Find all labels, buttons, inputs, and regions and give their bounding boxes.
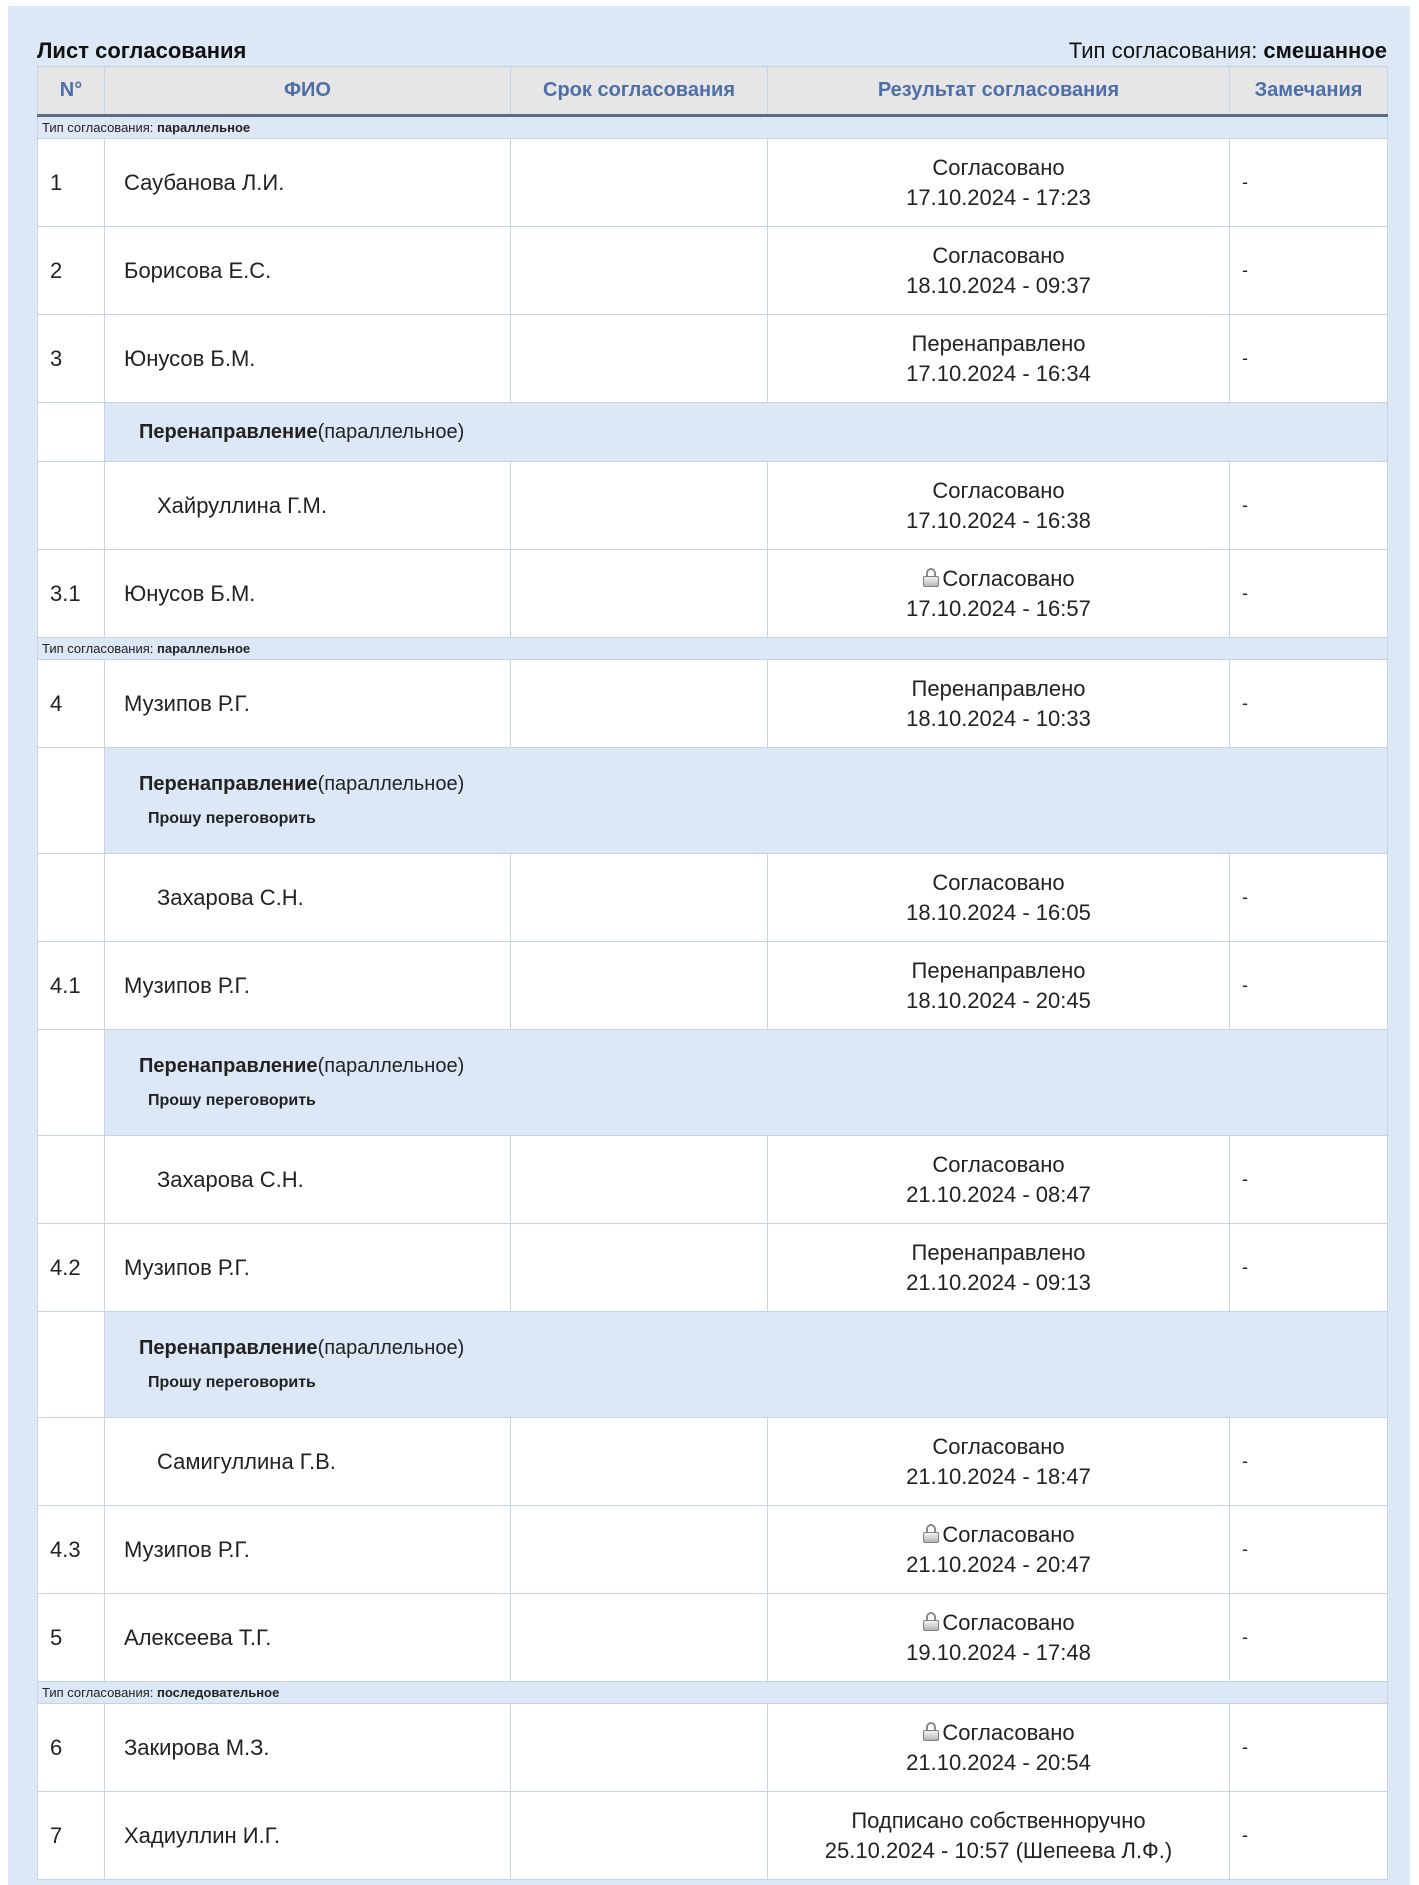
row-result-date: 17.10.2024 - 16:57 (906, 595, 1091, 621)
row-num: 7 (38, 1792, 105, 1880)
redirect-heading (139, 773, 1387, 796)
row-result (768, 1506, 1230, 1594)
row-deadline (511, 1792, 768, 1880)
table-row (38, 1224, 1388, 1312)
sheet-header (37, 38, 1387, 66)
group-type-cell (38, 638, 1388, 660)
row-remarks: - (1230, 227, 1388, 315)
row-deadline (511, 462, 768, 550)
table-row (38, 315, 1388, 403)
row-fio: Музипов Р.Г. (105, 942, 511, 1030)
row-remarks: - (1230, 854, 1388, 942)
row-deadline (511, 854, 768, 942)
redirect-title: Перенаправление (139, 1337, 318, 1359)
redirect-cell (105, 1312, 1388, 1418)
row-deadline (511, 1136, 768, 1224)
sheet-approval-type (1069, 38, 1387, 64)
row-num: 4.2 (38, 1224, 105, 1312)
table-row (38, 942, 1388, 1030)
row-remarks: - (1230, 462, 1388, 550)
redirect-heading (139, 1055, 1387, 1078)
row-result-status: Согласовано (942, 565, 1075, 591)
row-remarks: - (1230, 139, 1388, 227)
row-fio: Хадиуллин И.Г. (105, 1792, 511, 1880)
row-remarks: - (1230, 660, 1388, 748)
column-header-num[interactable]: N° (38, 67, 105, 116)
column-header-fio[interactable]: ФИО (105, 67, 511, 116)
group-type-value: последовательное (157, 1685, 280, 1700)
row-num: 6 (38, 1704, 105, 1792)
group-type-row (38, 638, 1388, 660)
table-row (38, 1792, 1388, 1880)
row-fio: Юнусов Б.М. (105, 550, 511, 638)
group-type-value: параллельное (157, 120, 251, 135)
row-result (768, 1136, 1230, 1224)
row-deadline (511, 1506, 768, 1594)
row-deadline (511, 1418, 768, 1506)
approval-table-body (38, 116, 1388, 1880)
sheet-approval-type-prefix: Тип согласования: (1068, 38, 1264, 63)
group-type-prefix: Тип согласования: (42, 1685, 158, 1700)
redirect-cell (105, 748, 1388, 854)
row-num: 5 (38, 1594, 105, 1682)
table-row (38, 660, 1388, 748)
row-result-status: Перенаправлено (911, 957, 1086, 983)
redirect-heading (139, 1337, 1387, 1360)
redirect-title: Перенаправление (139, 1055, 318, 1077)
row-result-status: Согласовано (932, 869, 1065, 895)
row-deadline (511, 1224, 768, 1312)
row-fio: Юнусов Б.М. (105, 315, 511, 403)
redirect-heading (139, 421, 1387, 444)
redirect-type: (параллельное) (317, 420, 465, 443)
redirect-row (38, 1312, 1388, 1418)
row-result-date: 21.10.2024 - 20:54 (906, 1749, 1091, 1775)
group-type-cell (38, 116, 1388, 139)
row-result-status: Согласовано (942, 1521, 1075, 1547)
row-num: 4 (38, 660, 105, 748)
table-row (38, 1594, 1388, 1682)
column-header-deadline[interactable]: Срок согласования (511, 67, 768, 116)
sheet-title: Лист согласования (37, 38, 247, 63)
row-remarks: - (1230, 1224, 1388, 1312)
redirect-num-cell (38, 1312, 105, 1418)
sheet-approval-type-value: смешанное (1263, 38, 1387, 63)
row-deadline (511, 942, 768, 1030)
row-result-status: Согласовано (932, 1433, 1065, 1459)
row-fio: Захарова С.Н. (105, 854, 511, 942)
group-type-prefix: Тип согласования: (42, 641, 158, 656)
redirect-note: Прошу переговорить (148, 1092, 316, 1109)
lock-icon (922, 568, 940, 587)
redirect-num-cell (38, 403, 105, 462)
row-remarks: - (1230, 1792, 1388, 1880)
lock-icon (922, 1524, 940, 1543)
row-num: 4.3 (38, 1506, 105, 1594)
redirect-cell (105, 403, 1388, 462)
row-num: 3 (38, 315, 105, 403)
row-result (768, 462, 1230, 550)
row-fio: Алексеева Т.Г. (105, 1594, 511, 1682)
table-row (38, 462, 1388, 550)
row-result (768, 1224, 1230, 1312)
row-result-date: 17.10.2024 - 16:38 (906, 507, 1091, 533)
row-result-date: 18.10.2024 - 16:05 (906, 899, 1091, 925)
row-result (768, 1418, 1230, 1506)
row-result (768, 550, 1230, 638)
row-result-status: Согласовано (942, 1609, 1075, 1635)
row-fio: Хайруллина Г.М. (105, 462, 511, 550)
row-deadline (511, 550, 768, 638)
table-row (38, 227, 1388, 315)
row-num: 2 (38, 227, 105, 315)
row-result (768, 1704, 1230, 1792)
row-result-status: Перенаправлено (911, 330, 1086, 356)
row-result (768, 1792, 1230, 1880)
row-result (768, 315, 1230, 403)
row-remarks: - (1230, 1594, 1388, 1682)
redirect-num-cell (38, 748, 105, 854)
row-result (768, 854, 1230, 942)
row-deadline (511, 139, 768, 227)
group-type-cell (38, 1682, 1388, 1704)
row-deadline (511, 227, 768, 315)
row-result-status: Согласовано (942, 1719, 1075, 1745)
row-result (768, 1594, 1230, 1682)
row-fio: Музипов Р.Г. (105, 1506, 511, 1594)
row-num: 3.1 (38, 550, 105, 638)
row-num (38, 462, 105, 550)
row-result-date: 25.10.2024 - 10:57 (Шепеева Л.Ф.) (824, 1837, 1173, 1863)
row-num: 4.1 (38, 942, 105, 1030)
row-result-status: Перенаправлено (911, 675, 1086, 701)
redirect-cell (105, 1030, 1388, 1136)
row-result-date: 17.10.2024 - 17:23 (906, 184, 1091, 210)
row-fio: Захарова С.Н. (105, 1136, 511, 1224)
group-type-row (38, 1682, 1388, 1704)
table-row (38, 1506, 1388, 1594)
redirect-row (38, 403, 1388, 462)
row-remarks: - (1230, 942, 1388, 1030)
column-header-remarks[interactable]: Замечания (1230, 67, 1388, 116)
lock-icon (922, 1722, 940, 1741)
redirect-note: Прошу переговорить (148, 810, 316, 827)
row-result-status: Согласовано (932, 242, 1065, 268)
row-result-date: 21.10.2024 - 20:47 (906, 1551, 1091, 1577)
row-fio: Закирова М.З. (105, 1704, 511, 1792)
row-result-date: 18.10.2024 - 20:45 (906, 987, 1091, 1013)
table-row (38, 1136, 1388, 1224)
row-num (38, 1136, 105, 1224)
redirect-type: (параллельное) (317, 1055, 465, 1077)
row-remarks: - (1230, 315, 1388, 403)
row-result-status: Подписано собственноручно (851, 1807, 1146, 1833)
row-result-status: Согласовано (932, 1151, 1065, 1177)
row-deadline (511, 315, 768, 403)
row-result (768, 660, 1230, 748)
row-result (768, 227, 1230, 315)
row-fio: Саубанова Л.И. (105, 139, 511, 227)
row-fio: Самигуллина Г.В. (105, 1418, 511, 1506)
approval-table (37, 66, 1388, 1880)
table-header-row (38, 67, 1388, 116)
redirect-num-cell (38, 1030, 105, 1136)
redirect-row (38, 748, 1388, 854)
row-result-date: 21.10.2024 - 18:47 (906, 1463, 1091, 1489)
row-remarks: - (1230, 1418, 1388, 1506)
row-num (38, 854, 105, 942)
table-row (38, 854, 1388, 942)
redirect-note: Прошу переговорить (148, 1374, 316, 1391)
redirect-title: Перенаправление (139, 773, 318, 795)
row-fio: Борисова Е.С. (105, 227, 511, 315)
row-result (768, 139, 1230, 227)
row-num: 1 (38, 139, 105, 227)
row-result-date: 18.10.2024 - 09:37 (906, 272, 1091, 298)
group-type-value: параллельное (157, 641, 251, 656)
row-deadline (511, 660, 768, 748)
redirect-type: (параллельное) (317, 1337, 465, 1359)
group-type-prefix: Тип согласования: (42, 120, 158, 135)
row-result (768, 942, 1230, 1030)
row-fio: Музипов Р.Г. (105, 660, 511, 748)
row-result-status: Согласовано (932, 477, 1065, 503)
row-fio: Музипов Р.Г. (105, 1224, 511, 1312)
row-remarks: - (1230, 1506, 1388, 1594)
table-row (38, 139, 1388, 227)
row-result-date: 19.10.2024 - 17:48 (906, 1639, 1091, 1665)
redirect-row (38, 1030, 1388, 1136)
row-deadline (511, 1594, 768, 1682)
table-row (38, 550, 1388, 638)
row-result-status: Согласовано (932, 154, 1065, 180)
group-type-row (38, 116, 1388, 139)
row-remarks: - (1230, 1704, 1388, 1792)
row-num (38, 1418, 105, 1506)
row-result-status: Перенаправлено (911, 1239, 1086, 1265)
lock-icon (922, 1612, 940, 1631)
row-remarks: - (1230, 1136, 1388, 1224)
redirect-title: Перенаправление (139, 420, 318, 443)
redirect-type: (параллельное) (317, 773, 465, 795)
row-result-date: 21.10.2024 - 08:47 (906, 1181, 1091, 1207)
row-deadline (511, 1704, 768, 1792)
row-result-date: 21.10.2024 - 09:13 (906, 1269, 1091, 1295)
table-row (38, 1704, 1388, 1792)
table-row (38, 1418, 1388, 1506)
row-result-date: 18.10.2024 - 10:33 (906, 705, 1091, 731)
row-result-date: 17.10.2024 - 16:34 (906, 360, 1091, 386)
row-remarks: - (1230, 550, 1388, 638)
column-header-result[interactable]: Результат согласования (768, 67, 1230, 116)
